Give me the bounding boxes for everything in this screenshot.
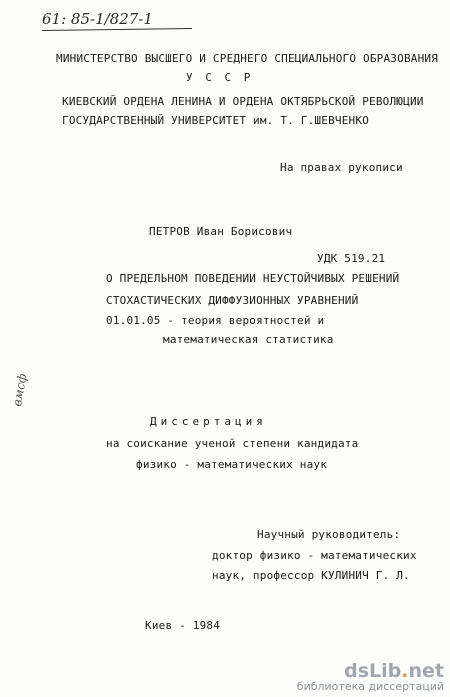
supervisor-degree: доктор физико - математических bbox=[212, 549, 417, 562]
ministry-line: МИНИСТЕРСТВО ВЫСШЕГО И СРЕДНЕГО СПЕЦИАЛЬНОГО ОБРАЗОВАНИЯ bbox=[56, 52, 439, 65]
dslib-subtitle: библиотека диссертаций bbox=[296, 680, 444, 693]
degree-line-1: на соискание ученой степени кандидата bbox=[106, 437, 359, 450]
university-line-2: ГОСУДАРСТВЕННЫЙ УНИВЕРСИТЕТ им. Т. Г.ШЕВЧЕНКО bbox=[62, 114, 370, 127]
supervisor-name: наук, профессор КУЛИНИЧ Г. Л. bbox=[212, 569, 410, 582]
dissertation-heading: Диссертация bbox=[150, 415, 267, 428]
dslib-watermark bbox=[297, 661, 444, 693]
supervisor-label: Научный руководитель: bbox=[257, 528, 401, 541]
city-year: Киев - 1984 bbox=[145, 619, 221, 632]
degree-line-2: физико - математических наук bbox=[136, 458, 328, 471]
thesis-title-line-1: О ПРЕДЕЛЬНОМ ПОВЕДЕНИИ НЕУСТОЙЧИВЫХ РЕШЕНИЙ bbox=[106, 272, 400, 285]
university-line-1: КИЕВСКИЙ ОРДЕНА ЛЕНИНА И ОРДЕНА ОКТЯБРЬСКОЙ РЕВОЛЮЦИИ bbox=[62, 95, 424, 108]
specialty-line-2: математическая статистика bbox=[163, 333, 334, 346]
thesis-title-line-2: СТОХАСТИЧЕСКИХ ДИФФУЗИОННЫХ УРАВНЕНИЙ bbox=[106, 294, 359, 307]
dslib-logo: dsLib.net bbox=[344, 660, 444, 682]
author-name: ПЕТРОВ Иван Борисович bbox=[149, 225, 293, 238]
republic-line: У С С Р bbox=[186, 71, 254, 84]
handwritten-side-mark: вмсф bbox=[10, 372, 30, 408]
specialty-line-1: 01.01.05 - теория вероятностей и bbox=[106, 314, 325, 327]
rights-notice: На правах рукописи bbox=[280, 161, 403, 174]
udk-code: УДК 519.21 bbox=[317, 252, 386, 265]
handwritten-catalog-code: 61: 85-1/827-1 bbox=[42, 10, 153, 28]
handwritten-underline bbox=[42, 28, 192, 31]
